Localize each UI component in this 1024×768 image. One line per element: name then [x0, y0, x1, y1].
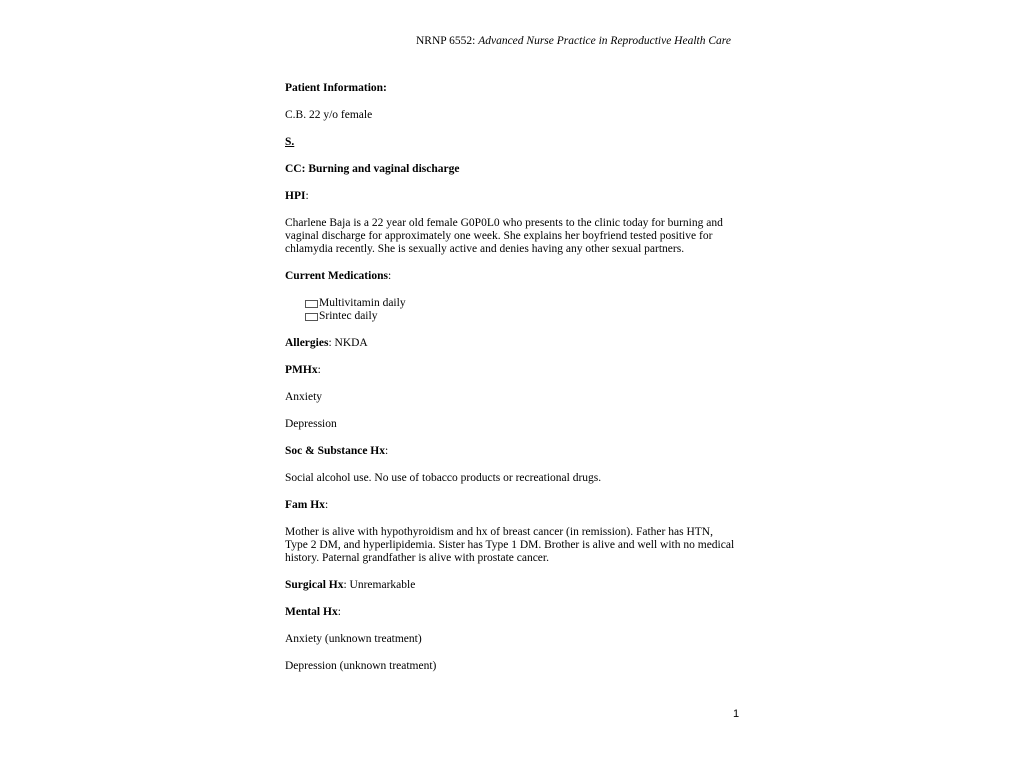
surgical-hx-line: [285, 579, 735, 592]
patient-info-heading: Patient Information:: [285, 82, 387, 94]
list-item: [305, 297, 735, 310]
mental-hx-item: Anxiety (unknown treatment): [285, 633, 422, 645]
medications-heading: [285, 270, 735, 283]
hpi-label: HPI: [285, 190, 306, 202]
hpi-text: Charlene Baja is a 22 year old female G0P0L0 who presents to the clinic today for burning and vaginal discharge for approximately one week. She explains her boyfriend tested positive for chlamydia recently. She is sexually active and denies having any other sexual partners.: [285, 217, 723, 255]
mental-hx-colon: :: [337, 606, 341, 618]
mental-hx-heading: [285, 606, 735, 619]
mental-hx-item: Depression (unknown treatment): [285, 660, 437, 672]
bullet-box-icon: [305, 300, 318, 308]
soc-hx-text: Social alcohol use. No use of tobacco products or recreational drugs.: [285, 472, 602, 484]
pmhx-colon: :: [317, 364, 321, 376]
document-body: [285, 82, 735, 687]
allergies-line: [285, 337, 735, 350]
allergies-label: Allergies: [285, 337, 329, 349]
page-header: [416, 35, 746, 47]
medication-item: Srintec daily: [319, 310, 378, 322]
fam-hx-label: Fam Hx: [285, 499, 325, 511]
surgical-hx-value: : Unremarkable: [343, 579, 416, 591]
pmhx-heading: [285, 364, 735, 377]
chief-complaint: CC: Burning and vaginal discharge: [285, 163, 460, 175]
medications-list: [305, 297, 735, 323]
fam-hx-heading: [285, 499, 735, 512]
pmhx-item: Anxiety: [285, 391, 323, 403]
course-code: NRNP 6552:: [416, 35, 479, 47]
soc-hx-heading: [285, 445, 735, 458]
bullet-box-icon: [305, 313, 318, 321]
hpi-colon: :: [305, 190, 309, 202]
medication-item: Multivitamin daily: [319, 297, 406, 309]
pmhx-item: Depression: [285, 418, 337, 430]
page-number: 1: [733, 708, 740, 720]
patient-info-text: C.B. 22 y/o female: [285, 109, 373, 121]
soc-hx-colon: :: [385, 445, 389, 457]
hpi-heading: [285, 190, 735, 203]
list-item: [305, 310, 735, 323]
medications-label: Current Medications: [285, 270, 388, 282]
fam-hx-colon: :: [324, 499, 329, 511]
soc-hx-label: Soc & Substance Hx: [285, 445, 385, 457]
surgical-hx-label: Surgical Hx: [285, 579, 344, 591]
course-title: Advanced Nurse Practice in Reproductive Health Care: [478, 35, 731, 47]
medications-colon: :: [387, 270, 392, 282]
allergies-value: : NKDA: [328, 337, 368, 349]
pmhx-label: PMHx: [285, 364, 318, 376]
subjective-heading: S.: [285, 136, 295, 148]
mental-hx-label: Mental Hx: [285, 606, 338, 618]
fam-hx-text: Mother is alive with hypothyroidism and hx of breast cancer (in remission). Father has HTN, Type 2 DM, and hyperlipidemia. Sister has Type 1 DM. Brother is alive and well with no medical history. Paternal grandfather is alive with prostate cancer.: [285, 526, 735, 564]
